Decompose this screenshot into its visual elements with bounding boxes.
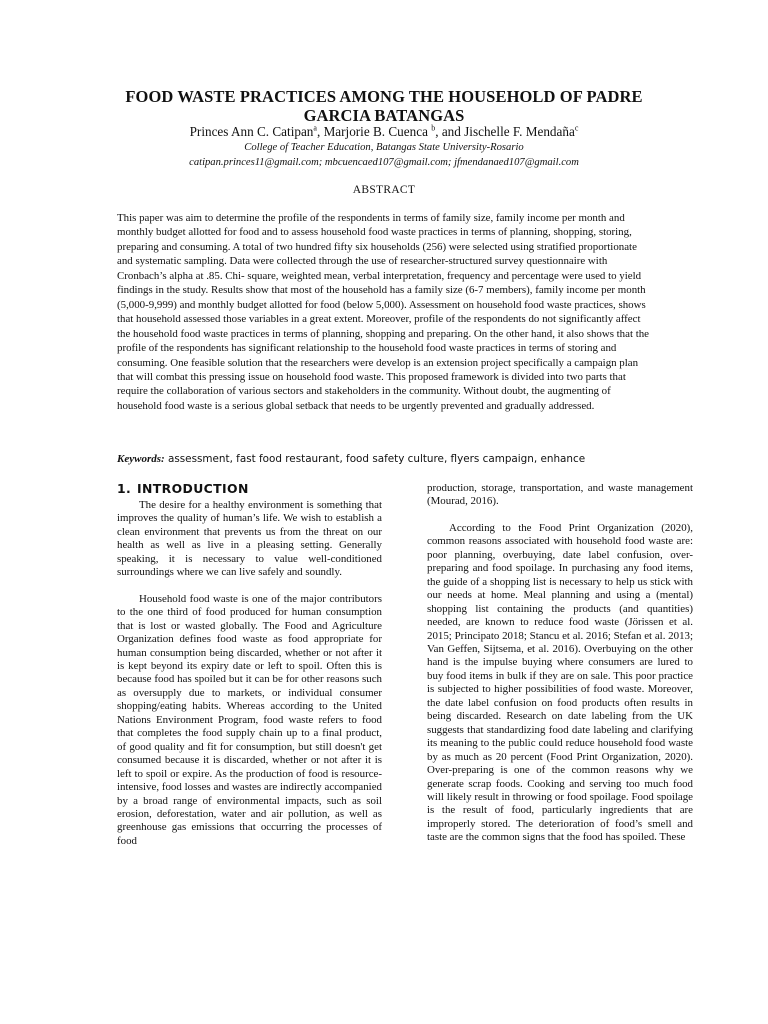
paragraph-gap [117, 580, 382, 593]
body-paragraph: The desire for a healthy environment is something that improves the quality of human’s life. We wish to establish a clean environment that prevents us from the threat on our health as well as live in a pleasing setting. Generally speaking, it is necessary to value well-conditioned surroundings where we can live safely and soundly. [117, 499, 382, 579]
author-name: Marjorie B. Cuenca [323, 124, 428, 139]
author-separator: , [316, 124, 324, 139]
paragraph-gap [427, 509, 693, 522]
left-column [117, 481, 382, 848]
paper-title: FOOD WASTE PRACTICES AMONG THE HOUSEHOLD OF PADRE GARCIA BATANGAS [125, 87, 643, 125]
author-list [80, 124, 688, 140]
author-mark: a [313, 123, 317, 133]
section-heading [117, 481, 382, 497]
right-column [427, 482, 693, 845]
author-affiliation: College of Teacher Education, Batangas State University-Rosario [244, 142, 524, 153]
author-separator: , and [435, 124, 465, 139]
author-mark: b [431, 123, 436, 133]
body-paragraph: Household food waste is one of the major contributors to the one third of food produced for human consumption that is lost or wasted globally. The Food and Agriculture Organization defines food waste as food appropriate for human consumption being discarded, whether or not after it is kept beyond its expiry date or left to spoil. Often this is because food has spoiled but it can be for other reasons such as oversupply due to markets, or individual consumer shopping/eating habits. Whereas according to the United Nations Environment Program, food waste refers to food that completes the food supply chain up to a final product, of good quality and fit for consumption, but still doesn't get consumed because it is discarded, whether or not after it is left to spoil or expire. As the production of food is resource-intensive, food losses and wastes are indirectly accompanied by a broad range of environmental impacts, such as soil erosion, deforestation, water and air pollution, as well as greenhouse gas emissions that occurring the processes of food [117, 592, 382, 847]
keywords-line [117, 452, 677, 466]
keywords-text: assessment, fast food restaurant, food safety culture, flyers campaign, enhance [167, 453, 586, 465]
body-paragraph-continuation: production, storage, transportation, and waste management (Mourad, 2016). [427, 482, 693, 508]
author-name: Princes Ann C. Catipan [189, 124, 314, 139]
section-number: 1. [117, 481, 132, 496]
author-mark: c [574, 123, 579, 133]
author-name: Jischelle F. Mendaña [464, 124, 575, 139]
section-title: INTRODUCTION [137, 481, 249, 496]
author-emails: catipan.princes11@gmail.com; mbcuencaed107@gmail.com; jfmendanaed107@gmail.com [189, 157, 579, 168]
keywords-label: Keywords: [117, 453, 165, 465]
abstract-heading: ABSTRACT [352, 184, 416, 196]
body-paragraph: According to the Food Print Organization (2020), common reasons associated with household food waste are: poor planning, overbuying, date label confusion, over-preparing and food spoilage. In purchasing any food items, the guide of a shopping list is necessary to help us stick with our needs at home. Meal planning and using a (mental) shopping list containing the products (and quantities) needed, are known to reduce food waste (Jörissen et al. 2015; Principato 2018; Stancu et al. 2016; Stefan et al. 2013; Van Geffen, Sijtsema, et al. 2016). Overbuying on the other hand is the impulse buying where consumers are lured to buy food items in bulk if they are on sale. This poor practice is subjected to higher possibilities of food waste. Moreover, the date label confusion on food products often results in being discarded. Research on date labeling from the UK suggests that standardizing food date labeling and clarifying its meaning to the public could reduce household food waste by as much as 20 percent (Food Print Organization, 2020). Over-preparing is one of the common reasons why we generate scrap foods. Cooking and serving too much food will likely result in throwing or food spoilage. Food spoilage is the result of food, particularly ingredients that are improperly stored. The deterioration of food’s smell and taste are the common signs that the food has spoiled. These [427, 521, 693, 844]
abstract-text: This paper was aim to determine the profile of the respondents in terms of family size, family income per month and monthly budget allotted for food and to assess household food waste practices in terms of planning, shopping, storing, preparing and consuming. A total of two hundred fifty six households (256) were selected using stratified proportionate and systematic sampling. Data were collected through the use of researcher-structured survey questionnaire with Cronbach’s alpha at .85. Chi- square, weighted mean, verbal interpretation, frequency and percentage were used to yield findings in the study. Results show that most of the household has a family size (6-7 members), family income per month (5,000-9,999) and monthly budget allotted for food (below 5,000). Assessment on household food waste practices, shows that household assessed those variables in a great extent. Moreover, profile of the respondents do not significantly affect the household food waste practices in terms of planning, shopping and preparing. On the other hand, it also shows that the profile of the respondents has significant relationship to the household food waste practices in terms of storing and consuming. One feasible solution that the researchers were develop is an extension project specifically a campaign plan that will combat this pressing issue on household food waste. This proposed framework is divided into two parts that require the collaboration of various sectors and stakeholders in the community. Without doubt, the augmenting of household food waste is a serious global setback that needs to be urgently prevented and gradually addressed. [117, 212, 650, 412]
